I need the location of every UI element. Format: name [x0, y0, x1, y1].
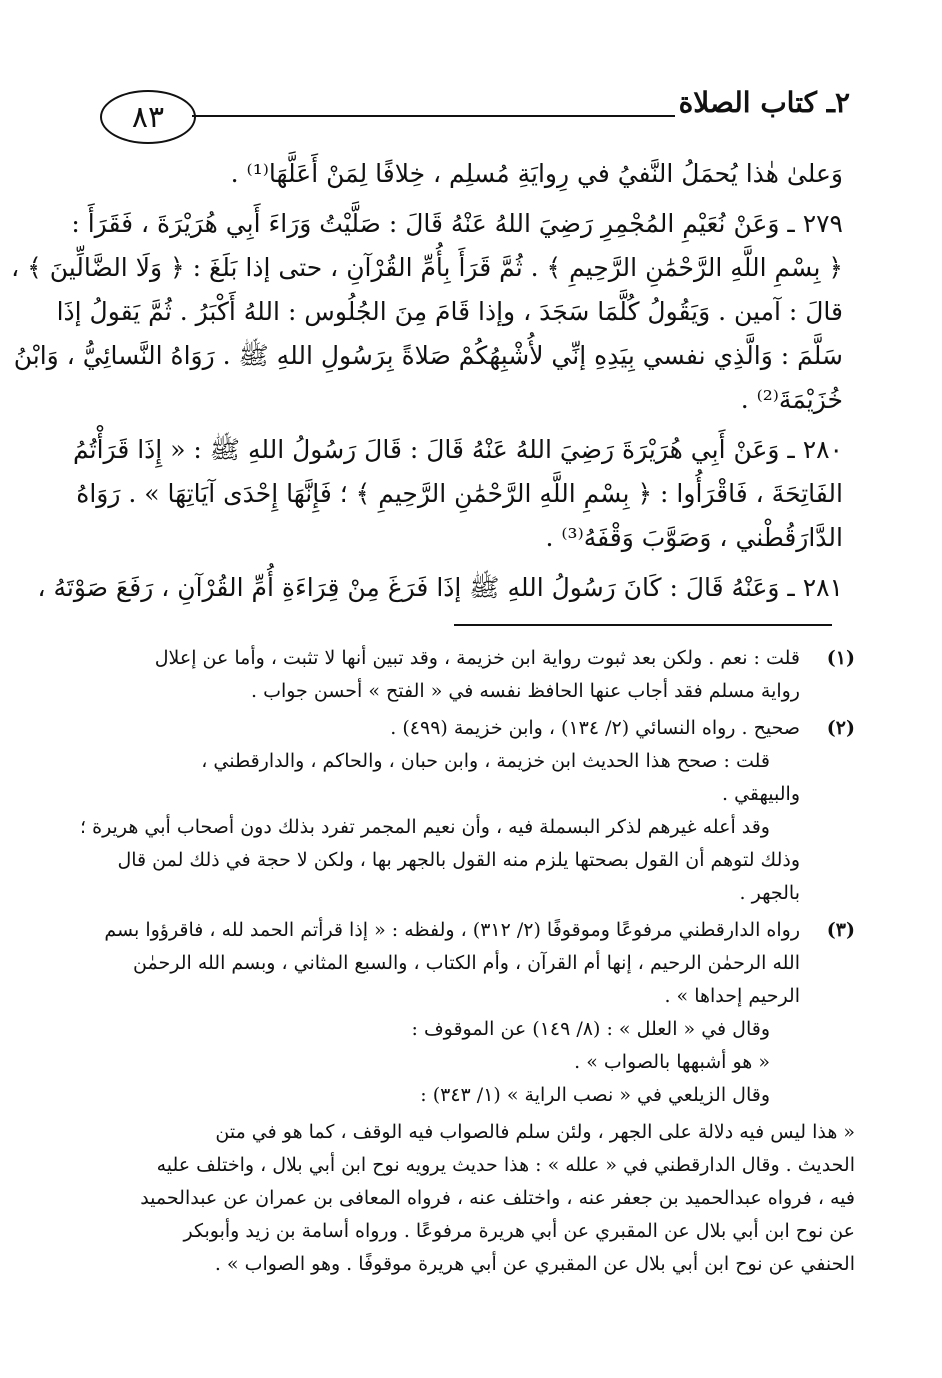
- footnote-line: قلت : صحح هذا الحديث ابن خزيمة ، وابن حبان ، والحاكم ، والدارقطني ،: [201, 750, 770, 772]
- footnote-number: (١): [826, 647, 855, 669]
- text-line: ٢٧٩ ـ وَعَنْ نُعَيْمِ المُجْمِرِ رَضِيَ اللهُ عَنْهُ قَالَ : صَلَّيْتُ وَرَاءَ أَبِي هُرَيْرَةَ ، فَقَرَأَ :: [71, 209, 843, 238]
- footnote-line: الرحيم إحداها » .: [664, 985, 800, 1007]
- footnote-line: وذلك لتوهم أن القول بصحتها يلزم منه القول بالجهر بها ، ولكن لا حجة في ذلك لمن قال: [117, 849, 800, 871]
- text-line: سَلَّمَ : وَالَّذِي نفسي بِيَدِهِ إنِّي لأُشْبِهُكُمْ صَلاةً بِرَسُولِ اللهِ ﷺ . رَوَاهُ النَّسائِيُّ ، وَابْنُ: [13, 341, 843, 370]
- footnote-number: (٣): [826, 919, 855, 941]
- footnote-line: الله الرحمٰن الرحيم ، إنها أم القرآن ، وأم الكتاب ، والسبع المثاني ، وبسم الله الرحمٰن: [133, 952, 800, 974]
- page-number: ٨٣: [100, 90, 196, 144]
- footnote-number: (٢): [826, 717, 855, 739]
- chapter-title: ٢ـ كتاب الصلاة: [678, 86, 850, 119]
- footnote-2: [80, 712, 855, 910]
- text-line: وَعلىٰ هٰذا يُحمَلُ النَّفيُ في رِوايَةِ مُسلِم ، خِلافًا لِمَنْ أَعَلَّهَا⁽¹⁾ .: [230, 159, 843, 188]
- footnote-line: فيه ، فرواه عبدالحميد بن جعفر عنه ، واختلف عنه ، فرواه المعافى بن عمران عن عبدالحميد: [140, 1187, 855, 1209]
- footnote-line: وقال الزيلعي في « نصب الراية » (١/ ٣٤٣) :: [420, 1084, 770, 1106]
- footnotes: [80, 642, 855, 1281]
- footnote-3: [100, 914, 855, 1112]
- paragraph-intro: [98, 152, 843, 196]
- page-header: [90, 78, 850, 148]
- main-text: [11, 152, 843, 616]
- footnote-line: رواه الدارقطني مرفوعًا وموقوفًا (٢/ ٣١٢) ، ولفظه : « إذا قرأتم الحمد لله ، فاقرؤوا بسم: [104, 919, 800, 941]
- footnote-line: الحنفي عن نوح ابن أبي بلال عن المقبري عن أبي هريرة موقوفًا . وهو الصواب » .: [214, 1253, 855, 1275]
- footnote-1: [100, 642, 855, 708]
- header-rule: [192, 115, 675, 117]
- footnote-line: « هذا ليس فيه دلالة على الجهر ، ولئن سلم فالصواب فيه الوقف ، كما هو في متن: [215, 1121, 855, 1143]
- text-line: ٢٨٠ ـ وَعَنْ أَبِي هُرَيْرَةَ رَضِيَ اللهُ عَنْهُ قَالَ : قَالَ رَسُولُ اللهِ ﷺ : « إِذَا قَرَأْتُمُ: [72, 435, 843, 464]
- footnote-line: « هو أشبهها بالصواب » .: [574, 1051, 770, 1073]
- footnote-line: رواية مسلم فقد أجاب عنها الحافظ نفسه في « الفتح » أحسن جواب .: [251, 680, 800, 702]
- footnote-line: صحيح . رواه النسائي (٢/ ١٣٤) ، وابن خزيمة (٤٩٩) .: [390, 717, 800, 739]
- text-line: الفَاتِحَةَ ، فَاقْرَأُوا : ﴿ بِسْمِ اللَّهِ الرَّحْمَٰنِ الرَّحِيمِ ﴾ ؛ فَإِنَّهَا إِحْدَى آيَاتِهَا » . رَوَاهُ: [76, 479, 843, 508]
- text-line: ﴿ بِسْمِ اللَّهِ الرَّحْمَٰنِ الرَّحِيمِ ﴾ . ثُمَّ قَرَأَ بِأُمِّ القُرْآنِ ، حتى إذا بَلَغَ : ﴿ وَلَا الضَّالِّينَ ﴾ ،: [11, 253, 843, 282]
- hadith-281: [37, 566, 843, 610]
- footnote-separator: [454, 624, 832, 626]
- footnote-line: وقد أعله غيرهم لذكر البسملة فيه ، وأن نعيم المجمر تفرد بذلك دون أصحاب أبي هريرة ؛: [80, 816, 770, 838]
- footnote-line: بالجهر .: [739, 882, 800, 904]
- text-line: خُزَيْمَةَ⁽²⁾ .: [740, 385, 843, 414]
- footnote-line: قلت : نعم . ولكن بعد ثبوت رواية ابن خزيمة ، وقد تبين أنها لا تثبت ، وأما عن إعلال: [154, 647, 800, 669]
- footnote-line: والبيهقي .: [722, 783, 800, 805]
- hadith-280: [72, 428, 843, 560]
- footnote-line: الحديث . وقال الدارقطني في « علله » : هذا حديث يرويه نوح ابن أبي بلال ، واختلف عليه: [156, 1154, 855, 1176]
- footnote-line: عن نوح ابن أبي بلال عن المقبري عن أبي هريرة مرفوعًا . ورواه أسامة بن زيد وأبوبكر: [183, 1220, 855, 1242]
- text-line: ٢٨١ ـ وَعَنْهُ قَالَ : كَانَ رَسُولُ اللهِ ﷺ إذَا فَرَغَ مِنْ قِرَاءَةِ أُمِّ القُرْآنِ ، رَفَعَ صَوْتَهُ ،: [37, 573, 843, 602]
- text-line: الدَّارَقُطْني ، وَصَوَّبَ وَقْفَهُ⁽³⁾ .: [545, 523, 843, 552]
- footnote-line: وقال في « العلل » : (٨/ ١٤٩) عن الموقوف :: [411, 1018, 770, 1040]
- hadith-279: [11, 202, 843, 422]
- text-line: قالَ : آمين . وَيَقُولُ كُلَّمَا سَجَدَ ، وإذا قَامَ مِنَ الجُلُوس : اللهُ أَكْبَرُ . ثُمَّ يَقولُ إذَا: [56, 297, 843, 326]
